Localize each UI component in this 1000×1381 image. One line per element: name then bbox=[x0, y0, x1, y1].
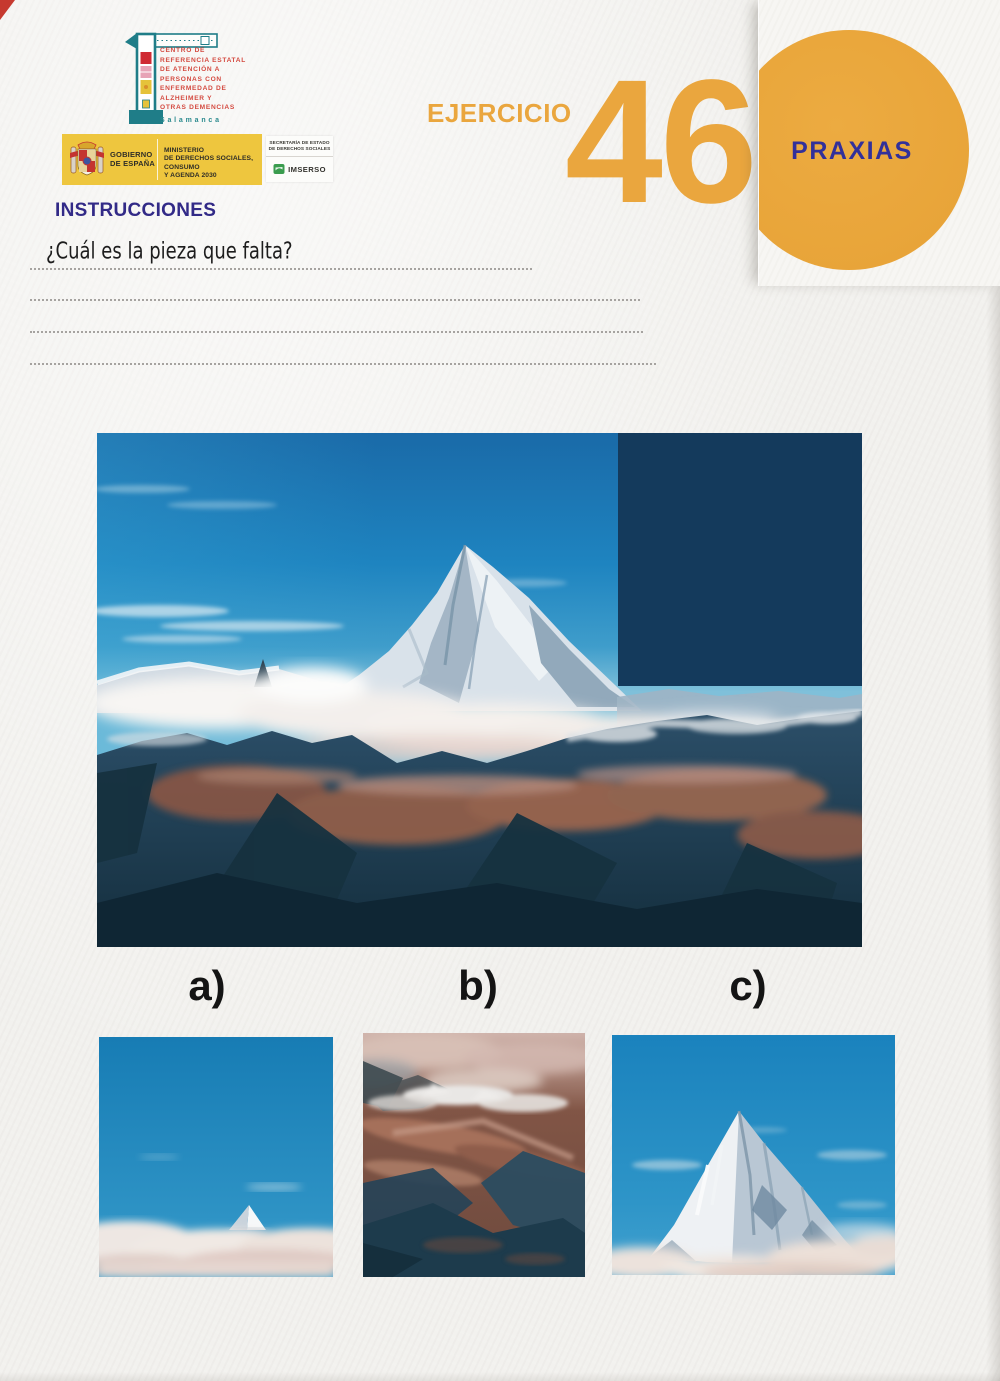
answer-line bbox=[30, 331, 643, 333]
logo-base bbox=[129, 110, 163, 124]
imserso-block bbox=[266, 157, 333, 181]
logo-red-square bbox=[141, 52, 152, 64]
government-bar bbox=[62, 134, 262, 185]
imserso-icon bbox=[273, 163, 285, 175]
option-b-label: b) bbox=[458, 962, 498, 1009]
option-a-image bbox=[99, 1037, 333, 1277]
gobierno-de-espana-label: GOBIERNO DE ESPAÑA bbox=[110, 150, 156, 168]
exercise-label: EJERCICIO bbox=[427, 98, 572, 128]
crea-city-label: Salamanca bbox=[160, 117, 222, 124]
logo-flag-serif bbox=[125, 33, 137, 49]
answer-line bbox=[30, 363, 656, 365]
instructions-title: INSTRUCCIONES bbox=[55, 200, 217, 221]
ministry-label: MINISTERIO DE DERECHOS SOCIALES, CONSUMO Y AGENDA 2030 bbox=[164, 147, 254, 180]
answer-line bbox=[30, 268, 532, 270]
secretary-label: SECRETARÍA DE ESTADO DE DERECHOS SOCIALES bbox=[266, 136, 333, 157]
folded-page-corner bbox=[758, 0, 1000, 286]
option-b-image bbox=[363, 1033, 585, 1277]
option-c-label: c) bbox=[729, 962, 767, 1009]
secretary-imserso-panel bbox=[266, 136, 333, 182]
exercise-number: 46 bbox=[565, 44, 755, 240]
answer-line bbox=[30, 299, 640, 301]
imserso-label: IMSERSO bbox=[288, 164, 326, 174]
puzzle-photo-mountain bbox=[97, 433, 862, 947]
missing-piece-rectangle bbox=[618, 433, 862, 686]
category-badge: PRAXIAS bbox=[791, 137, 913, 165]
option-a-label: a) bbox=[188, 962, 226, 1009]
page-edge-shadow-bottom bbox=[0, 1372, 1000, 1381]
gov-divider bbox=[157, 139, 158, 180]
question-text: ¿Cuál es la pieza que falta? bbox=[46, 238, 293, 265]
corner-red-mark bbox=[0, 0, 15, 20]
spain-coat-of-arms bbox=[68, 139, 106, 180]
cloud-band-a bbox=[99, 1221, 333, 1277]
option-c-image bbox=[612, 1035, 895, 1275]
crea-logo-text: CENTRO DE REFERENCIA ESTATAL DE ATENCIÓN A PERSONAS CON ENFERMEDAD DE ALZHEIMER Y OTRAS DEMENCIAS bbox=[160, 47, 246, 111]
